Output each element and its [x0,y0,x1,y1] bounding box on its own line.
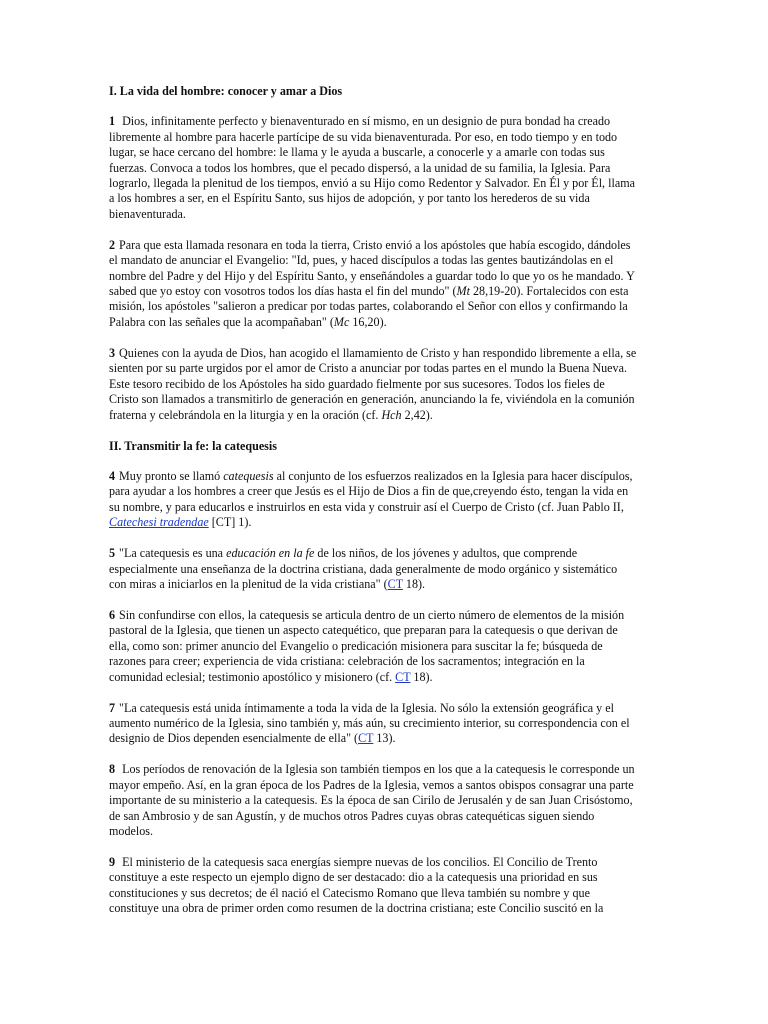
paragraph-4 [109,469,637,531]
paragraph-number: 7 [109,700,116,715]
emphasis-catequesis: catequesis [223,468,274,483]
paragraph-text: 16,20). [349,314,387,329]
paragraph-text: "La catequesis es una [119,546,227,561]
paragraph-text: Dios, infinitamente perfecto y bienaventurado en sí mismo, en un designio de pura bondad ha creado libremente al hombre para hacerle partícipe de su vida bienaventurada. Por eso, en todo tiempo y en todo lugar, se hace cercano del hombre: le llama y le ayuda a buscarle, a conocerle y a amarle con todas sus fuerzas. Convoca a todos los hombres, que el pecado dispersó, a la unidad de su familia, la Iglesia. Para lograrlo, llegada la plenitud de los tiempos, envió a su Hijo como Redentor y Salvador. En Él y por Él, llama a los hombres a ser, en el Espíritu Santo, sus hijos de adopción, y por tanto los herederos de su vida bienaventurada. [109,114,635,221]
paragraph-number: 8 [109,762,116,777]
paragraph-number: 5 [109,546,116,561]
section-title-2: II. Transmitir la fe: la catequesis [109,438,277,453]
paragraph-3 [109,346,637,423]
link-ct[interactable]: CT [358,731,374,746]
section-title-1: I. La vida del hombre: conocer y amar a Dios [109,84,343,98]
link-ct[interactable]: CT [395,669,411,684]
paragraph-1 [109,114,637,222]
paragraph-number: 9 [109,855,116,869]
paragraph-text: Sin confundirse con ellos, la catequesis se articula dentro de un cierto número de elementos de la misión pastoral de la Iglesia, que tienen un aspecto catequético, que preparan para la catequesis o que derivan de ella, como son: primer anuncio del Evangelio o predicación misionera para suscitar la fe; búsqueda de razones para creer; experiencia de vida cristiana: celebración de los sacramentos; integración en la comunidad eclesial; testimonio apostólico y misionero (cf. [109,607,625,684]
paragraph-text: 18). [402,576,426,591]
link-ct[interactable]: CT [387,576,403,591]
paragraph-text: 18). [410,669,433,684]
paragraph-text: Muy pronto se llamó [119,468,224,483]
scripture-ref-hch: Hch [381,407,402,422]
document-page [109,84,637,932]
paragraph-number: 6 [109,607,116,622]
paragraph-text: El ministerio de la catequesis saca energías siempre nuevas de los concilios. El Concilio de Trento constituye a este respecto un ejemplo digno de ser destacado: dio a la catequesis una prioridad en sus constituciones y sus decretos; de él nació el Catecismo Romano que lleva también su nombre y que constituye una obra de primer orden como resumen de la doctrina cristiana; este Concilio suscitó en la [109,855,604,916]
paragraph-text: 13). [373,731,396,746]
paragraph-text: Los períodos de renovación de la Iglesia son también tiempos en los que a la catequesis le corresponde un mayor empeño. Así, en la gran época de los Padres de la Iglesia, vemos a santos obispos consagrar una parte importante de su ministerio a la catequesis. Es la época de san Cirilo de Jerusalén y de san Juan Crisóstomo, de san Ambrosio y de san Agustín, y de muchos otros Padres cuyas obras catequéticas siguen siendo modelos. [109,762,635,838]
paragraph-7 [109,701,637,747]
paragraph-text: Para que esta llamada resonara en toda la tierra, Cristo envió a los apóstoles que había escogido, dándoles el mandato de anunciar el Evangelio: "Id, pues, y haced discípulos a todas las gentes bautizándolas en el nombre del Padre y del Hijo y del Espíritu Santo, y enseñándoles a guardar todo lo que yo os he mandado. Y sabed que yo estoy con vosotros todos los días hasta el fin del mundo" ( [109,237,635,299]
paragraph-2 [109,238,637,330]
paragraph-8 [109,762,637,839]
paragraph-text: Quienes con la ayuda de Dios, han acogido el llamamiento de Cristo y han respondido libremente a ella, se sienten por su parte urgidos por el amor de Cristo a anunciar por todas partes en el mundo la Buena Nueva. Este tesoro recibido de los Apóstoles ha sido guardado fielmente por sus sucesores. Todos los fieles de Cristo son llamados a transmitirlo de generación en generación, anunciando la fe, viviéndola en la comunión fraterna y celebrándola en la liturgia y en la oración (cf. [109,345,637,422]
paragraph-text: de los niños, de los jóvenes y adultos, que comprende especialmente una enseñanza de la doctrina cristiana, dada generalmente de modo orgánico y sistemático con miras a iniciarlos en la plenitud de la vida cristiana" ( [109,546,618,591]
link-catechesi-tradendae[interactable]: Catechesi tradendae [109,515,209,530]
paragraph-number: 2 [109,237,116,252]
paragraph-9 [109,855,637,917]
paragraph-6 [109,608,637,685]
paragraph-text: al conjunto de los esfuerzos realizados en la Iglesia para hacer discípulos, para ayudar a los hombres a creer que Jesús es el Hijo de Dios a fin de que,creyendo ésto, tengan la vida en su nombre, y para educarlos e instruirlos en esta vida y construir así el Cuerpo de Cristo (cf. Juan Pablo II, [109,468,633,514]
paragraph-number: 3 [109,345,116,360]
paragraph-number: 4 [109,468,116,483]
paragraph-text: 28,19-20). Fortalecidos con esta misión, los apóstoles "salieron a predicar por todas partes, colaborando el Señor con ellos y confirmando la Palabra con las señales que la acompañaban" ( [109,284,629,329]
emphasis-educacion: educación en la fe [226,546,315,561]
paragraph-text: [CT] 1). [208,515,252,530]
paragraph-5 [109,546,637,592]
paragraph-number: 1 [109,114,116,129]
paragraph-text: 2,42). [401,407,433,422]
scripture-ref-mc: Mc [333,314,350,329]
paragraph-text: "La catequesis está unida íntimamente a toda la vida de la Iglesia. No sólo la extensión geográfica y el aumento numérico de la Iglesia, sino también y, más aún, su crecimiento interior, su correspondencia con el designio de Dios dependen esencialmente de ella" ( [109,700,630,746]
scripture-ref-mt: Mt [456,284,470,299]
